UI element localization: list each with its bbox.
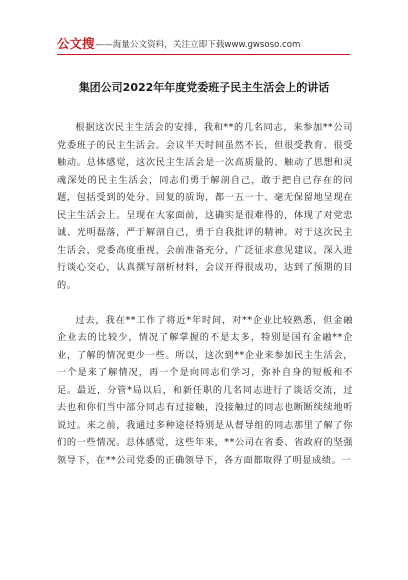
paragraph: 根据这次民主生活会的安排，我和**的几名同志，来参加**公司党委班子的民主生活会。会议半天时间虽然不长，但很受教育、很受触动。总体感觉，这次民主生活会是一次高质量的、触动了思想和灵魂深处的民主生活会，同志们勇于解剖自己，敢于把自己存在的问题，包括受到的处分、回复的质询，都一五一十、毫无保留地呈现在民主生活会上。呈现在大家面前，这确实是很难得的，体现了对党忠诚、光明磊落，严于解剖自己，勇于自我批评的精神。对于这次民主生活会，党委高度重视，会前准备充分，广泛征求意见建议，深入进行谈心交心，认真撰写剖析材料，会议开得很成功，达到了预期的目的。 [57,122,353,291]
header-slogan: ——海量公文资料，关注立即下载www.gwsoso.com [95,40,301,50]
site-header [57,33,350,51]
document-title: 集团公司2022年年度党委班子民主生活会上的讲话 [78,81,330,94]
header-divider [57,54,350,55]
brand-logo-text[interactable]: 公文搜 [57,36,95,51]
paragraph: 过去，我在**工作了将近*年时间，对**企业比较熟悉，但金融企业去的比较少，情况了解掌握的不是太多，特别是国有金融**企业，了解的情况更少一些。所以，这次到**企业来参加民主生活会，一个是来了解情况，再一个是向同志们学习，弥补自身的短板和不足。最近，分管*局以后，和新任职的几名同志进行了谈话交流，过去也和你们当中部分同志有过接触，没接触过的同志也断断续续地听说过。来之前，我通过多种途径特别是从督导组的同志那里了解了你们的一些情况。总体感觉，这些年来，**公司在省委、省政府的坚强领导下，在**公司党委的正确领导下，各方面都取得了明显成绩。一 [57,314,353,466]
document-body [57,119,353,487]
